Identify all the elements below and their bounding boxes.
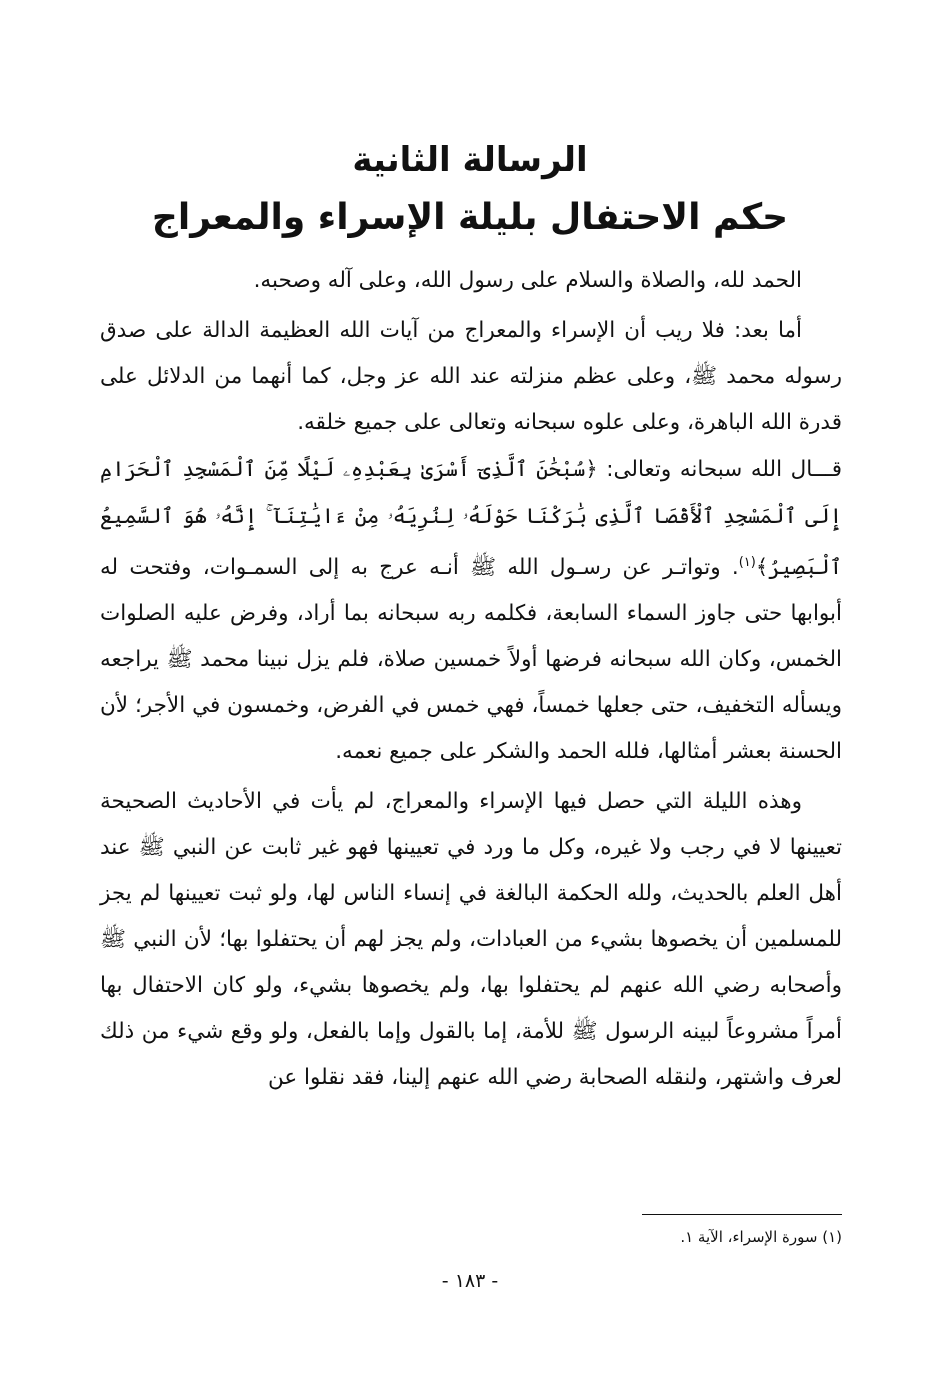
page-number: - ١٨٣ - — [441, 1270, 499, 1292]
epistle-title: الرسالة الثانية — [352, 140, 588, 180]
title-block — [95, 132, 845, 248]
paragraph-miraj-text: . وتواتـر عن رسـول الله ﷺ أنـه عرج به إلى السمـوات، وفتحت له أبوابها حتى جاوز السماء السابعة، فكلمه ربه سبحانه بما أراد، وفرض عليه الصلوات الخمس، وكان الله سبحانه فرضها أولاً خمسين صلاة، فلم يزل نبينا محمد ﷺ يراجعه ويسأله التخفيف، حتى جعلها خمساً، فهي خمس في الفرض، وخمسون في الأجر؛ لأن الحسنة بعشر أمثالها، فلله الحمد والشكر على جميع نعمه. — [100, 555, 842, 765]
quran-verse: ﴿سُبْحَٰنَ ٱلَّذِىٓ أَسْرَىٰ بِعَبْدِهِۦ لَيْلًا مِّنَ ٱلْمَسْجِدِ ٱلْحَرَامِ إِلَى ٱلْمَسْجِدِ ٱلْأَقْصَا ٱلَّذِى بَٰرَكْنَا حَوْلَهُۥ لِنُرِيَهُۥ مِنْ ءَايَٰتِنَآ ۚ إِنَّهُۥ هُوَ ٱلسَّمِيعُ ٱلْبَصِيرُ﴾ — [100, 457, 842, 580]
footnote-divider — [642, 1214, 842, 1215]
chapter-title: حكم الاحتفال بليلة الإسراء والمعراج — [151, 197, 789, 238]
quran-intro-text: قـــال الله سبحانه وتعالى: — [606, 457, 842, 482]
paragraph-quran-citation — [100, 446, 842, 775]
body-text — [100, 258, 842, 1101]
paragraph-night-date: وهذه الليلة التي حصل فيها الإسراء والمعراج، لم يأت في الأحاديث الصحيحة تعيينها لا في رجب ولا غيره، وكل ما ورد في تعيينها فهو غير ثابت عن النبي ﷺ عند أهل العلم بالحديث، ولله الحكمة البالغة في إنساء الناس لها، ولو ثبت تعيينها لم يجز للمسلمين أن يخصوها بشيء من العبادات، ولم يجز لهم أن يحتفلوا بها؛ لأن النبي ﷺ وأصحابه رضي الله عنهم لم يحتفلوا بها، ولم يخصوها بشيء، ولو كان الاحتفال بها أمراً مشروعاً لبينه الرسول ﷺ للأمة، إما بالقول وإما بالفعل، ولو وقع شيء من ذلك لعرف واشتهر، ولنقله الصحابة رضي الله عنهم إلينا، فقد نقلوا عن — [100, 789, 842, 1091]
paragraph-opening: الحمد لله، والصلاة والسلام على رسول الله، وعلى آله وصحبه. — [253, 268, 802, 293]
footnote: (١) سورة الإسراء، الآية ١. — [680, 1228, 842, 1246]
footnote-reference: (١) — [738, 555, 756, 570]
paragraph-intro: أما بعد: فلا ريب أن الإسراء والمعراج من آيات الله العظيمة الدالة على صدق رسوله محمد ﷺ، وعلى عظم منزلته عند الله عز وجل، كما أنهما من الدلائل على قدرة الله الباهرة، وعلى علوه سبحانه وتعالى على جميع خلقه. — [100, 318, 842, 435]
